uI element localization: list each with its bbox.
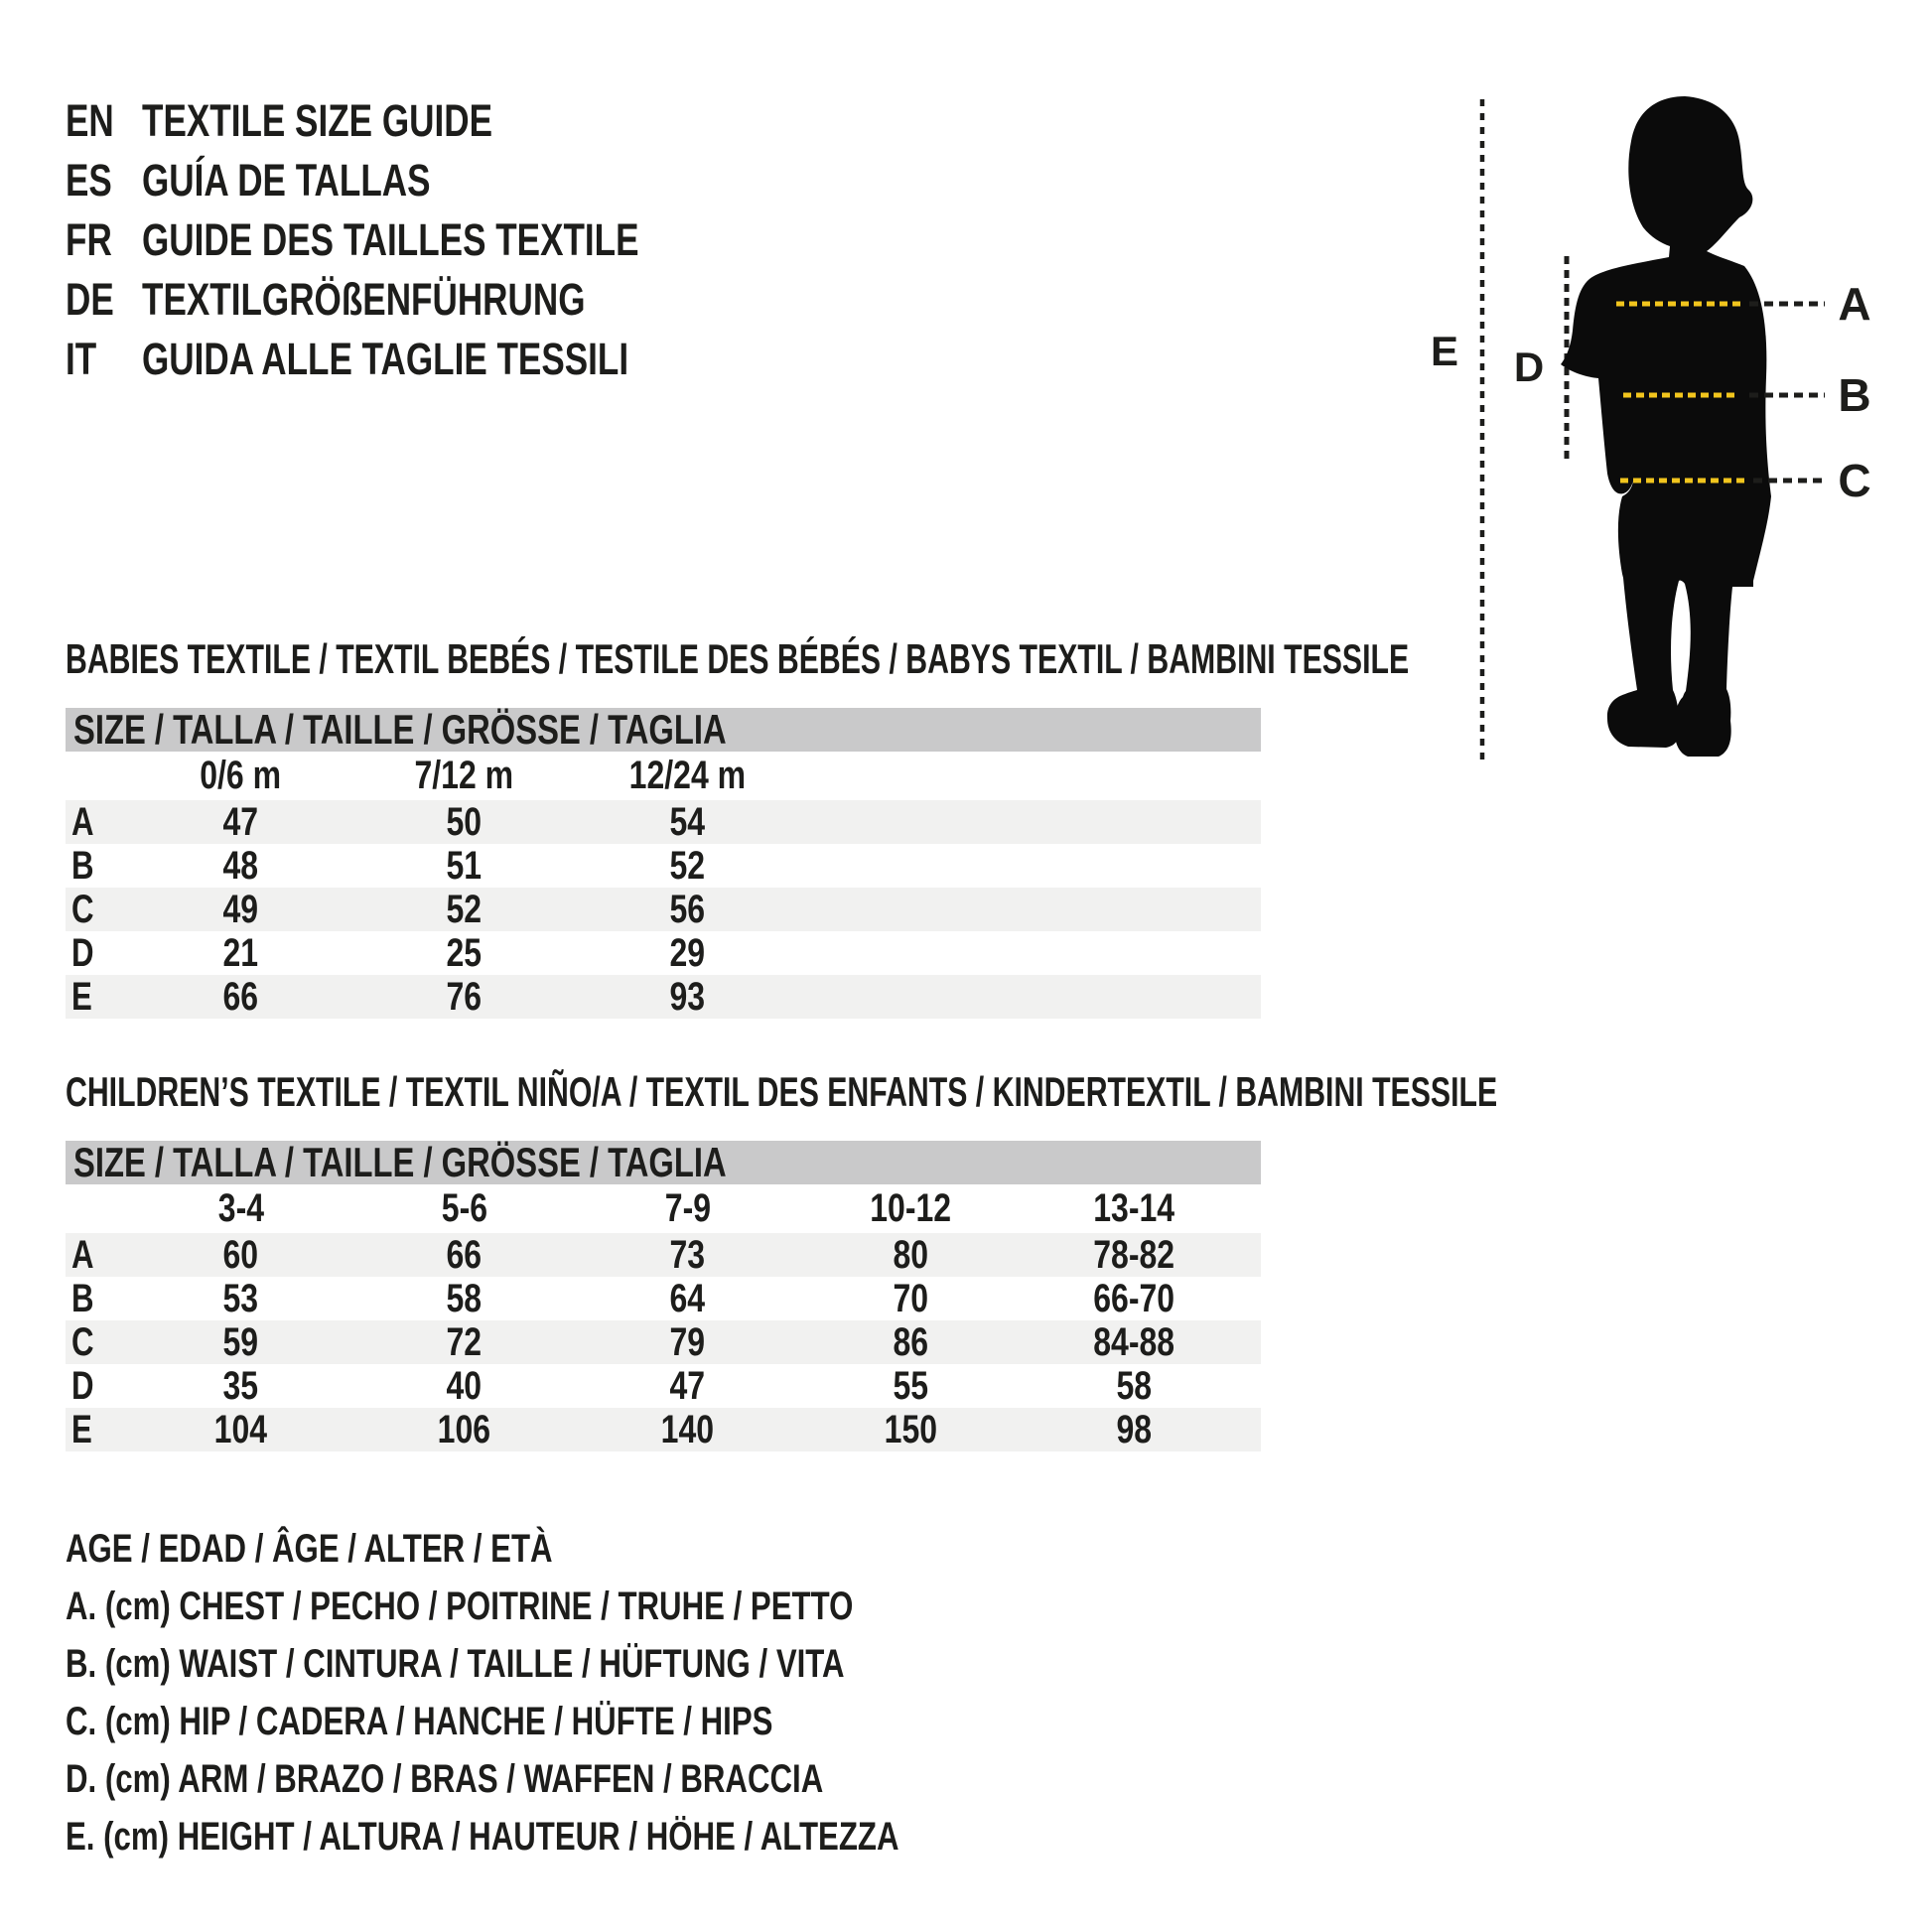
babies-size-header-label: SIZE / TALLA / TAILLE / GRÖSSE / TAGLIA xyxy=(73,706,727,753)
children-section-heading: CHILDREN’S TEXTILE / TEXTIL NIÑO/A / TEXTIL DES ENFANTS / KINDERTEXTIL / BAMBINI TESSILE xyxy=(66,1068,1498,1115)
children-col-header: 3-4 xyxy=(217,1186,264,1230)
table-row: E 104 106 140 150 98 xyxy=(66,1408,1261,1451)
table-row: C 59 72 79 86 84-88 xyxy=(66,1320,1261,1364)
legend-arm-line: D. (cm) ARM / BRAZO / BRAS / WAFFEN / BRACCIA xyxy=(66,1757,824,1801)
babies-col-header: 0/6 m xyxy=(200,754,282,797)
lang-code-de: DE xyxy=(66,274,114,325)
children-size-header-label: SIZE / TALLA / TAILLE / GRÖSSE / TAGLIA xyxy=(73,1139,727,1185)
lang-row-en xyxy=(66,91,779,151)
lang-title-en: TEXTILE SIZE GUIDE xyxy=(142,95,492,146)
figure-label-d: D xyxy=(1513,344,1545,390)
table-row: B 48 51 52 xyxy=(71,844,706,888)
table-row: D 35 40 47 55 58 xyxy=(71,1364,1153,1408)
lang-title-es: GUÍA DE TALLAS xyxy=(142,155,431,206)
table-row: A 60 66 73 80 78-82 xyxy=(66,1233,1261,1277)
children-col-header: 13-14 xyxy=(1093,1186,1175,1230)
lang-row-es xyxy=(66,151,779,210)
table-row: C 49 52 56 xyxy=(66,888,1261,931)
figure-label-c: C xyxy=(1838,455,1871,506)
babies-size-header-bar xyxy=(66,708,1261,752)
table-row: D 21 25 29 xyxy=(71,931,706,975)
babies-col-header: 12/24 m xyxy=(628,754,747,797)
lang-row-de xyxy=(66,270,779,330)
table-row: A 47 50 54 xyxy=(66,800,1261,844)
language-title-block xyxy=(66,91,779,389)
children-table-rows xyxy=(66,1233,1261,1451)
babies-column-headers xyxy=(66,752,1261,800)
lang-title-de: TEXTILGRÖßENFÜHRUNG xyxy=(142,274,586,325)
child-silhouette-measurement-diagram xyxy=(1410,79,1912,794)
babies-col-header: 7/12 m xyxy=(414,754,514,797)
figure-label-e: E xyxy=(1430,328,1459,374)
lang-title-fr: GUIDE DES TAILLES TEXTILE xyxy=(142,214,639,265)
lang-code-en: EN xyxy=(66,95,114,146)
lang-row-it xyxy=(66,330,779,389)
legend-waist-line: B. (cm) WAIST / CINTURA / TAILLE / HÜFTUNG / VITA xyxy=(66,1642,845,1686)
figure-label-b: B xyxy=(1838,369,1871,421)
lang-title-it: GUIDA ALLE TAGLIE TESSILI xyxy=(142,334,629,384)
children-size-table xyxy=(66,1141,1261,1451)
lang-code-fr: FR xyxy=(66,214,112,265)
babies-table-rows xyxy=(66,800,1261,1019)
legend-height-line: E. (cm) HEIGHT / ALTURA / HAUTEUR / HÖHE / ALTEZZA xyxy=(66,1815,899,1859)
legend-age-line: AGE / EDAD / ÂGE / ALTER / ETÀ xyxy=(66,1527,553,1571)
babies-size-table xyxy=(66,708,1261,1019)
children-column-headers xyxy=(66,1184,1261,1233)
children-col-header: 7-9 xyxy=(664,1186,711,1230)
lang-code-es: ES xyxy=(66,155,112,206)
children-col-header: 10-12 xyxy=(870,1186,952,1230)
table-row: E 66 76 93 xyxy=(66,975,1261,1019)
lang-code-it: IT xyxy=(66,334,97,384)
table-row: B 53 58 64 70 66-70 xyxy=(71,1277,1175,1320)
legend-hip-line: C. (cm) HIP / CADERA / HANCHE / HÜFTE / HIPS xyxy=(66,1700,773,1743)
children-col-header: 5-6 xyxy=(441,1186,487,1230)
legend-chest-line: A. (cm) CHEST / PECHO / POITRINE / TRUHE / PETTO xyxy=(66,1585,854,1628)
babies-section-heading: BABIES TEXTILE / TEXTIL BEBÉS / TESTILE DES BÉBÉS / BABYS TEXTIL / BAMBINI TESSILE xyxy=(66,635,1410,682)
children-size-header-bar xyxy=(66,1141,1261,1184)
lang-row-fr xyxy=(66,210,779,270)
figure-label-a: A xyxy=(1838,278,1871,330)
measurement-legend xyxy=(66,1520,1134,1865)
